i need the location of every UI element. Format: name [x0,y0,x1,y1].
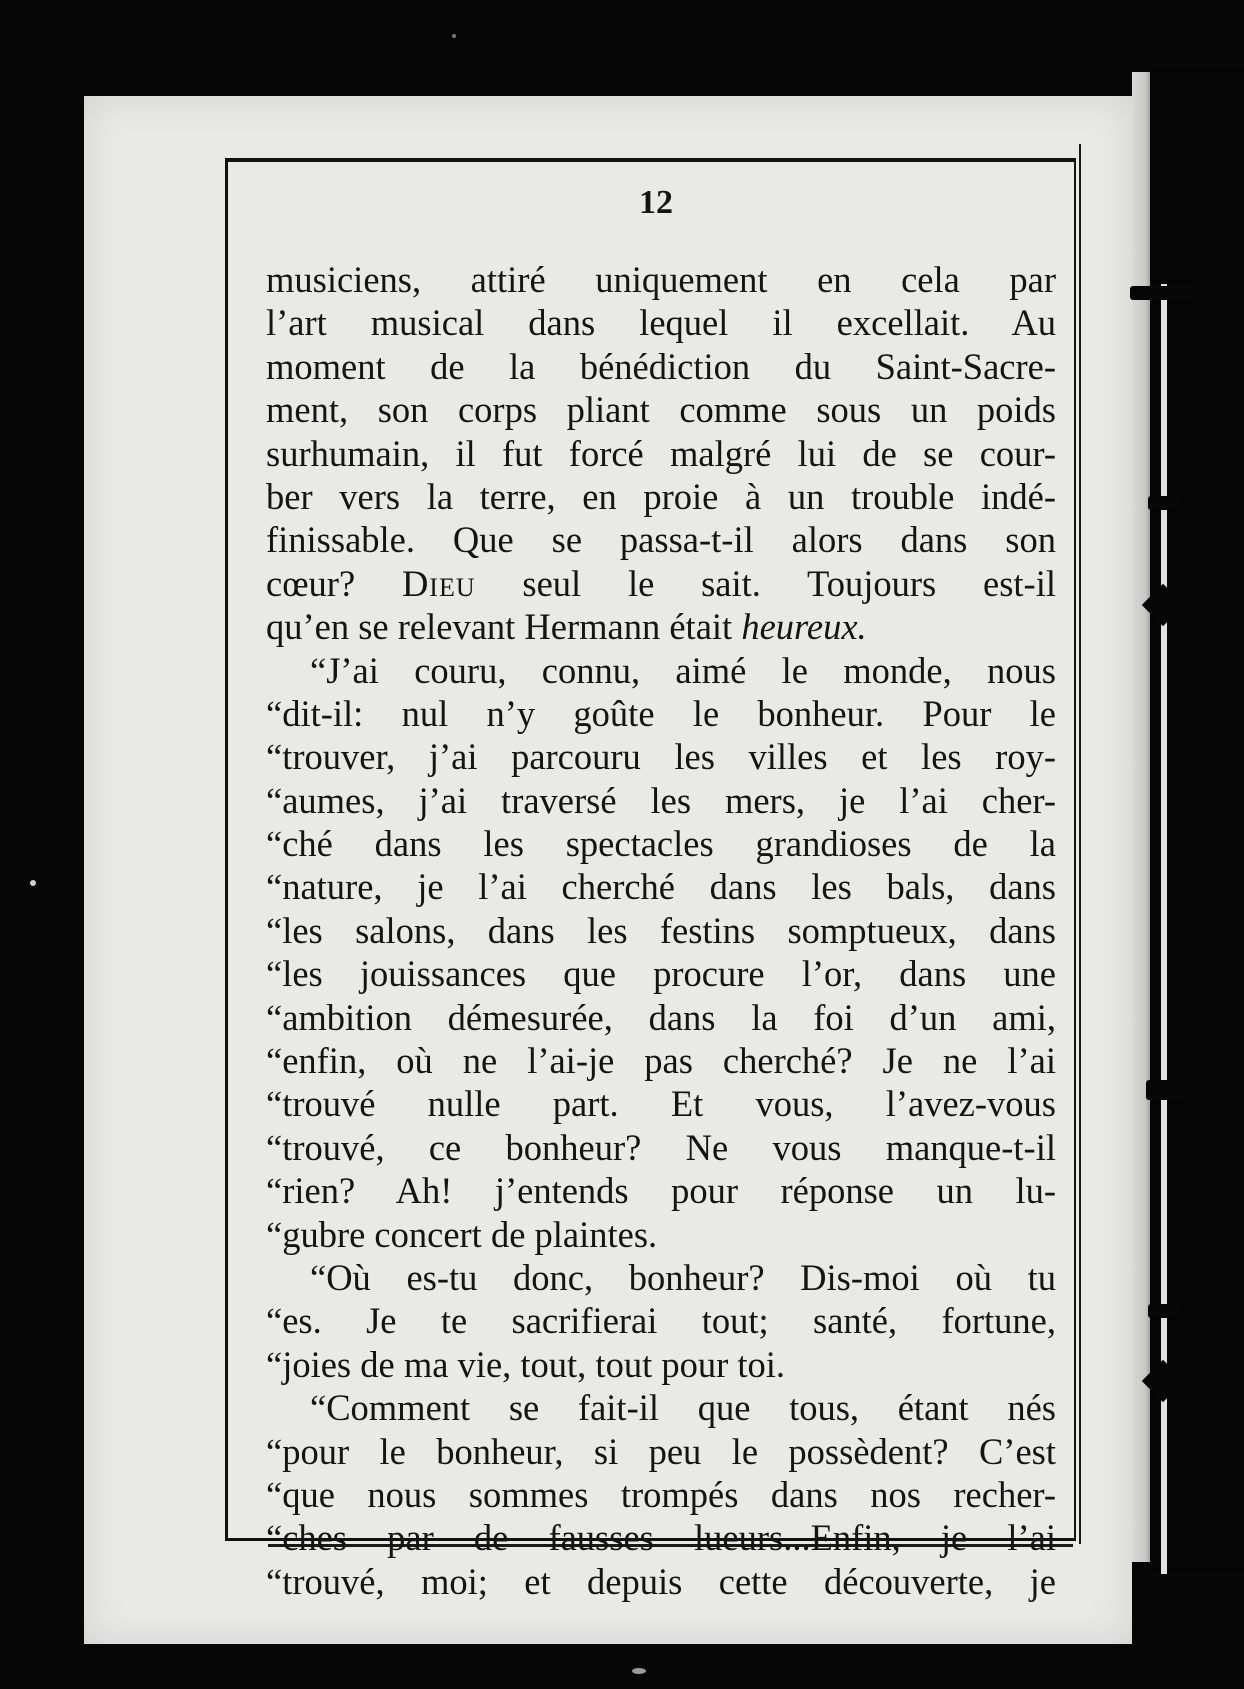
frame-edge [1079,144,1081,1544]
text-line: “les jouissances que procure l’or, dans une [266,953,1056,995]
text-line: “J’ai couru, connu, aimé le monde, nous [310,649,1056,691]
text-line: “trouver, j’ai parcouru les villes et les roy- [266,736,1056,778]
text-line: musiciens, attiré uniquement en cela par [266,259,1056,300]
text-line: “ambition démesurée, dans la foi d’un ami, [266,996,1056,1038]
text-line: “joies de ma vie, tout, tout pour toi. [266,1343,786,1385]
italic-word: heureux. [741,606,867,648]
text-span: seul le sait. Toujours est-il [475,562,1056,604]
text-line: “pour le bonheur, si peu le possèdent? C’est [266,1430,1056,1472]
binding-stitch [1130,286,1196,300]
text-span: cœur? [266,562,402,604]
text-line: “aumes, j’ai traversé les mers, je l’ai cher- [266,779,1056,821]
text-line: “es. Je te sacrifierai tout; santé, fortune, [266,1300,1056,1342]
text-line: “trouvé, moi; et depuis cette découverte, je [266,1560,1056,1602]
text-line: surhumain, il fut forcé malgré lui de se cour- [266,432,1056,474]
dust-speck [632,1668,646,1674]
text-line: finissable. Que se passa-t-il alors dans son [266,519,1056,561]
text-line: “trouvé, ce bonheur? Ne vous manque-t-il [266,1126,1056,1168]
dust-speck [452,34,456,38]
dust-speck [30,880,36,886]
text-line: “nature, je l’ai cherché dans les bals, dans [266,866,1056,908]
text-line: “Comment se fait-il que tous, étant nés [310,1387,1056,1429]
binding-stitch [1148,496,1178,510]
binding-stitch [1148,1304,1178,1318]
text-line: “dit-il: nul n’y goûte le bonheur. Pour le [266,692,1056,734]
text-line: “gubre concert de plaintes. [266,1213,658,1255]
text-line: “rien? Ah! j’entends pour réponse un lu- [266,1170,1056,1212]
text-line: moment de la bénédiction du Saint-Sacre- [266,345,1056,387]
text-line: l’art musical dans lequel il excellait. Au [266,302,1056,344]
text-line [266,605,1056,648]
text-line: ment, son corps pliant comme sous un poids [266,389,1056,431]
text-line: “ches par de fausses lueurs...Enfin, je l’ai [266,1517,1056,1559]
text-span: qu’en se relevant Hermann était [266,606,742,648]
binding-stitch [1146,1080,1188,1100]
text-line: “que nous sommes trompés dans nos recher- [266,1473,1056,1515]
body-text [266,258,1056,1603]
text-line: “trouvé nulle part. Et vous, l’avez-vous [266,1083,1056,1125]
text-line: “Où es-tu donc, bonheur? Dis-moi où tu [310,1256,1056,1298]
small-caps-word: Dieu [401,562,476,604]
text-line: “ché dans les spectacles grandioses de la [266,823,1056,865]
text-line [266,562,1056,605]
text-line: “les salons, dans les festins somptueux, dans [266,909,1056,951]
page-number: 12 [639,184,673,221]
text-line: “enfin, où ne l’ai-je pas cherché? Je ne l’ai [266,1040,1056,1082]
text-line: ber vers la terre, en proie à un trouble indé- [266,475,1056,517]
